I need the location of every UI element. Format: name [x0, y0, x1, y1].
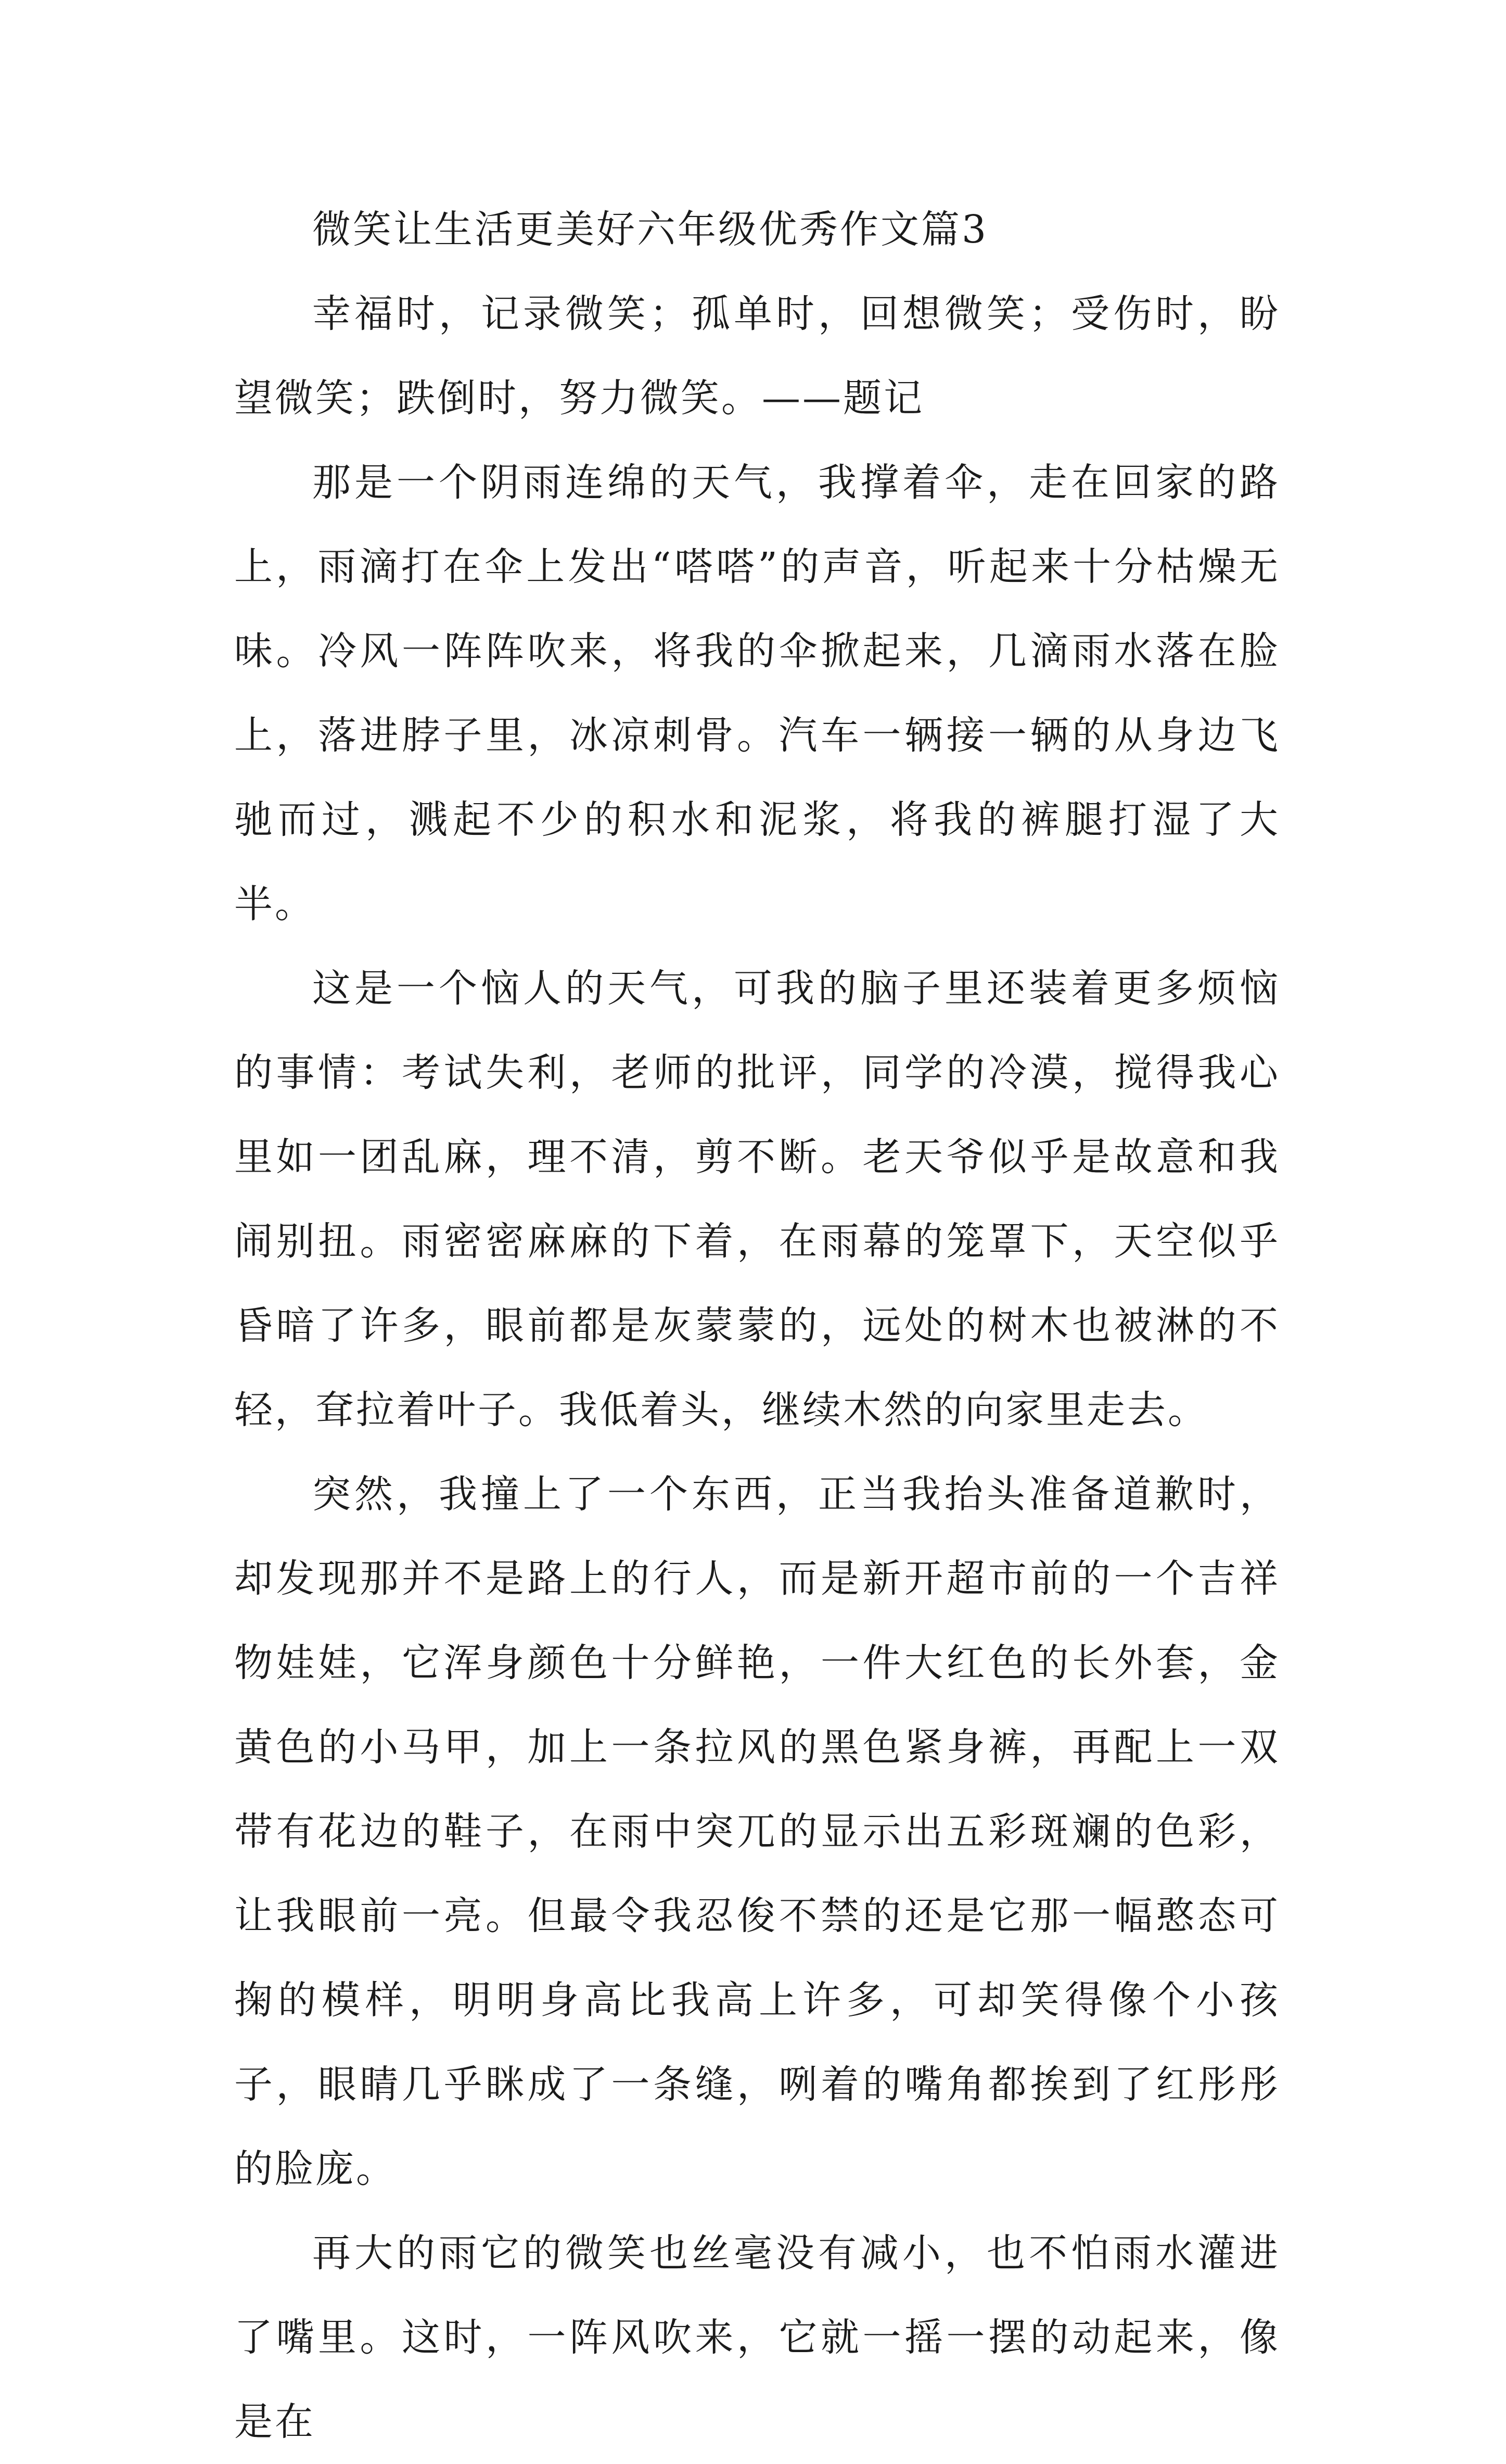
paragraph-smile-in-rain: 再大的雨它的微笑也丝毫没有减小，也不怕雨水灌进了嘴里。这时，一阵风吹来，它就一摇一摆的动起来，像是在: [234, 2231, 1280, 2444]
epigraph-paragraph: 幸福时，记录微笑；孤单时，回想微笑；受伤时，盼望微笑；跌倒时，努力微笑。——题记: [234, 291, 1280, 421]
essay-body: [234, 187, 1280, 2464]
essay-title: 微笑让生活更美好六年级优秀作文篇3: [312, 207, 989, 252]
paragraph-rainy-walk: 那是一个阴雨连绵的天气，我撑着伞，走在回家的路上，雨滴打在伞上发出“嗒嗒”的声音，听起来十分枯燥无味。冷风一阵阵吹来，将我的伞掀起来，几滴雨水落在脸上，落进脖子里，冰凉刺骨。汽车一辆接一辆的从身边飞驰而过，溅起不少的积水和泥浆，将我的裤腿打湿了大半。: [234, 460, 1280, 926]
paragraph-mascot: 突然，我撞上了一个东西，正当我抬头准备道歉时，却发现那并不是路上的行人，而是新开超市前的一个吉祥物娃娃，它浑身颜色十分鲜艳，一件大红色的长外套，金黄色的小马甲，加上一条拉风的黑色紧身裤，再配上一双带有花边的鞋子，在雨中突兀的显示出五彩斑斓的色彩，让我眼前一亮。但最令我忍俊不禁的还是它那一幅憨态可掬的模样，明明身高比我高上许多，可却笑得像个小孩子，眼睛几乎眯成了一条缝，咧着的嘴角都挨到了红彤彤的脸庞。: [234, 1472, 1280, 2191]
paragraph-troubles: 这是一个恼人的天气，可我的脑子里还装着更多烦恼的事情：考试失利，老师的批评，同学的冷漠，搅得我心里如一团乱麻，理不清，剪不断。老天爷似乎是故意和我闹别扭。雨密密麻麻的下着，在雨幕的笼罩下，天空似乎昏暗了许多，眼前都是灰蒙蒙的，远处的树木也被淋的不轻，耷拉着叶子。我低着头，继续木然的向家里走去。: [234, 966, 1280, 1432]
